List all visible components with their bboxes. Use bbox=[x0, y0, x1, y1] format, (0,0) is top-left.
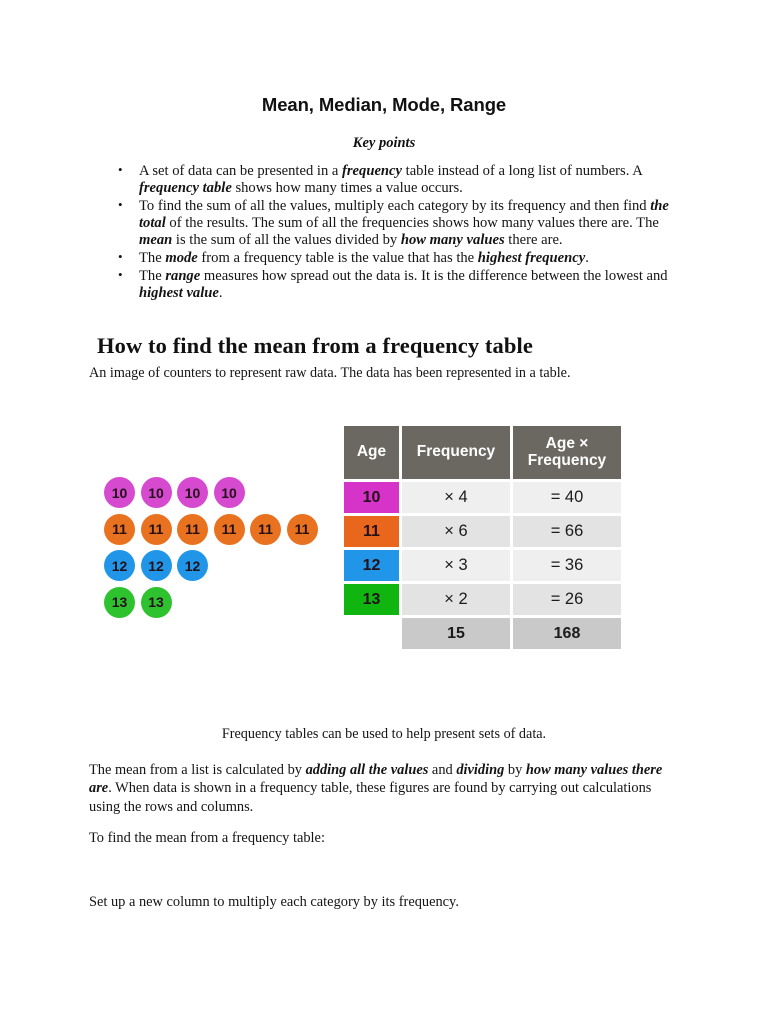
body-text: from a frequency table is the value that has the bbox=[197, 250, 478, 267]
body-text: there are. bbox=[504, 232, 563, 249]
emphasis-text: the total bbox=[139, 197, 669, 232]
counter-10: 10 bbox=[104, 477, 135, 508]
table-row bbox=[344, 482, 621, 513]
body-text: The bbox=[139, 250, 166, 267]
key-point-item bbox=[112, 268, 682, 302]
body-text: The bbox=[139, 267, 166, 284]
body-text: . bbox=[218, 285, 223, 302]
cell-age-x-frequency: = 66 bbox=[513, 516, 621, 547]
counter-11: 11 bbox=[287, 514, 318, 545]
counter-11: 11 bbox=[250, 514, 281, 545]
figure-caption: Frequency tables can be used to help present sets of data. bbox=[221, 726, 547, 742]
body-text: To find the mean from a frequency table: bbox=[89, 830, 325, 846]
counter-11: 11 bbox=[177, 514, 208, 545]
cell-age: 11 bbox=[344, 516, 399, 547]
emphasis-text: adding all the values bbox=[305, 762, 429, 778]
body-text: A set of data can be presented in a bbox=[139, 163, 343, 179]
page-title: Mean, Median, Mode, Range bbox=[261, 94, 507, 115]
counter-row bbox=[104, 587, 334, 624]
emphasis-text: frequency table bbox=[139, 180, 232, 197]
counter-13: 13 bbox=[141, 587, 172, 618]
counter-row bbox=[104, 514, 334, 551]
body-text: by bbox=[504, 762, 526, 778]
counter-12: 12 bbox=[141, 550, 172, 581]
counters-group bbox=[104, 477, 334, 623]
body-text: Set up a new column to multiply each category by its frequency. bbox=[89, 894, 459, 910]
body-text: To find the sum of all the values, multiply each category by its frequency and then find bbox=[139, 197, 651, 214]
emphasis-text: mean bbox=[139, 232, 173, 249]
frequency-table bbox=[341, 423, 624, 652]
cell-frequency: × 4 bbox=[402, 482, 510, 513]
body-text: of the results. The sum of all the frequencies shows how many values there are. The bbox=[165, 215, 659, 232]
paragraph-step-one bbox=[89, 893, 679, 911]
key-points-heading: Key points bbox=[352, 135, 416, 151]
counter-row bbox=[104, 550, 334, 587]
table-row bbox=[344, 516, 621, 547]
counter-10: 10 bbox=[141, 477, 172, 508]
frequency-table-figure bbox=[0, 415, 768, 670]
cell-age-x-frequency: = 26 bbox=[513, 584, 621, 615]
emphasis-text: how many values there are bbox=[89, 762, 663, 797]
column-header-age-x-frequency: Age × Frequency bbox=[513, 426, 621, 479]
cell-frequency: × 3 bbox=[402, 550, 510, 581]
emphasis-text: how many values bbox=[400, 232, 505, 249]
body-text: table instead of a long list of numbers. A bbox=[402, 163, 642, 179]
column-header-age: Age bbox=[344, 426, 399, 479]
body-text: and bbox=[428, 762, 457, 778]
cell-frequency: × 6 bbox=[402, 516, 510, 547]
counter-10: 10 bbox=[214, 477, 245, 508]
section-heading: How to find the mean from a frequency table bbox=[97, 333, 533, 358]
cell-age: 12 bbox=[344, 550, 399, 581]
cell-age: 10 bbox=[344, 482, 399, 513]
key-points-list bbox=[112, 163, 682, 303]
emphasis-text: frequency bbox=[342, 163, 402, 179]
key-point-item bbox=[112, 250, 682, 267]
body-text: . bbox=[585, 250, 589, 267]
paragraph-find-mean-intro bbox=[89, 829, 679, 847]
table-totals-row bbox=[344, 618, 621, 649]
emphasis-text: range bbox=[165, 267, 201, 284]
counter-13: 13 bbox=[104, 587, 135, 618]
counter-11: 11 bbox=[104, 514, 135, 545]
counter-12: 12 bbox=[177, 550, 208, 581]
counter-11: 11 bbox=[141, 514, 172, 545]
counter-11: 11 bbox=[214, 514, 245, 545]
table-row bbox=[344, 584, 621, 615]
key-point-item bbox=[112, 163, 682, 197]
body-text: . When data is shown in a frequency table, these figures are found by carrying out calculations using the rows and columns. bbox=[89, 780, 652, 815]
body-text: is the sum of all the values divided by bbox=[172, 232, 401, 249]
cell-age: 13 bbox=[344, 584, 399, 615]
column-header-frequency: Frequency bbox=[402, 426, 510, 479]
cell-age-x-frequency: = 36 bbox=[513, 550, 621, 581]
cell-totals-spacer bbox=[344, 618, 399, 649]
table-row bbox=[344, 550, 621, 581]
emphasis-text: mode bbox=[165, 250, 198, 267]
cell-total-product: 168 bbox=[513, 618, 621, 649]
cell-total-frequency: 15 bbox=[402, 618, 510, 649]
cell-age-x-frequency: = 40 bbox=[513, 482, 621, 513]
body-text: measures how spread out the data is. It is the difference between the lowest and bbox=[200, 267, 668, 284]
counter-10: 10 bbox=[177, 477, 208, 508]
paragraph-mean-definition bbox=[89, 761, 679, 816]
emphasis-text: highest value bbox=[139, 285, 219, 302]
body-text: The mean from a list is calculated by bbox=[89, 762, 306, 778]
counter-row bbox=[104, 477, 334, 514]
key-point-item bbox=[112, 198, 682, 250]
body-text: shows how many times a value occurs. bbox=[231, 180, 463, 197]
section-subtitle: An image of counters to represent raw data. The data has been represented in a table. bbox=[89, 365, 571, 381]
emphasis-text: dividing bbox=[456, 762, 505, 778]
table-body bbox=[344, 482, 621, 649]
cell-frequency: × 2 bbox=[402, 584, 510, 615]
emphasis-text: highest frequency bbox=[477, 250, 586, 267]
table-header-row bbox=[344, 426, 621, 479]
counter-12: 12 bbox=[104, 550, 135, 581]
